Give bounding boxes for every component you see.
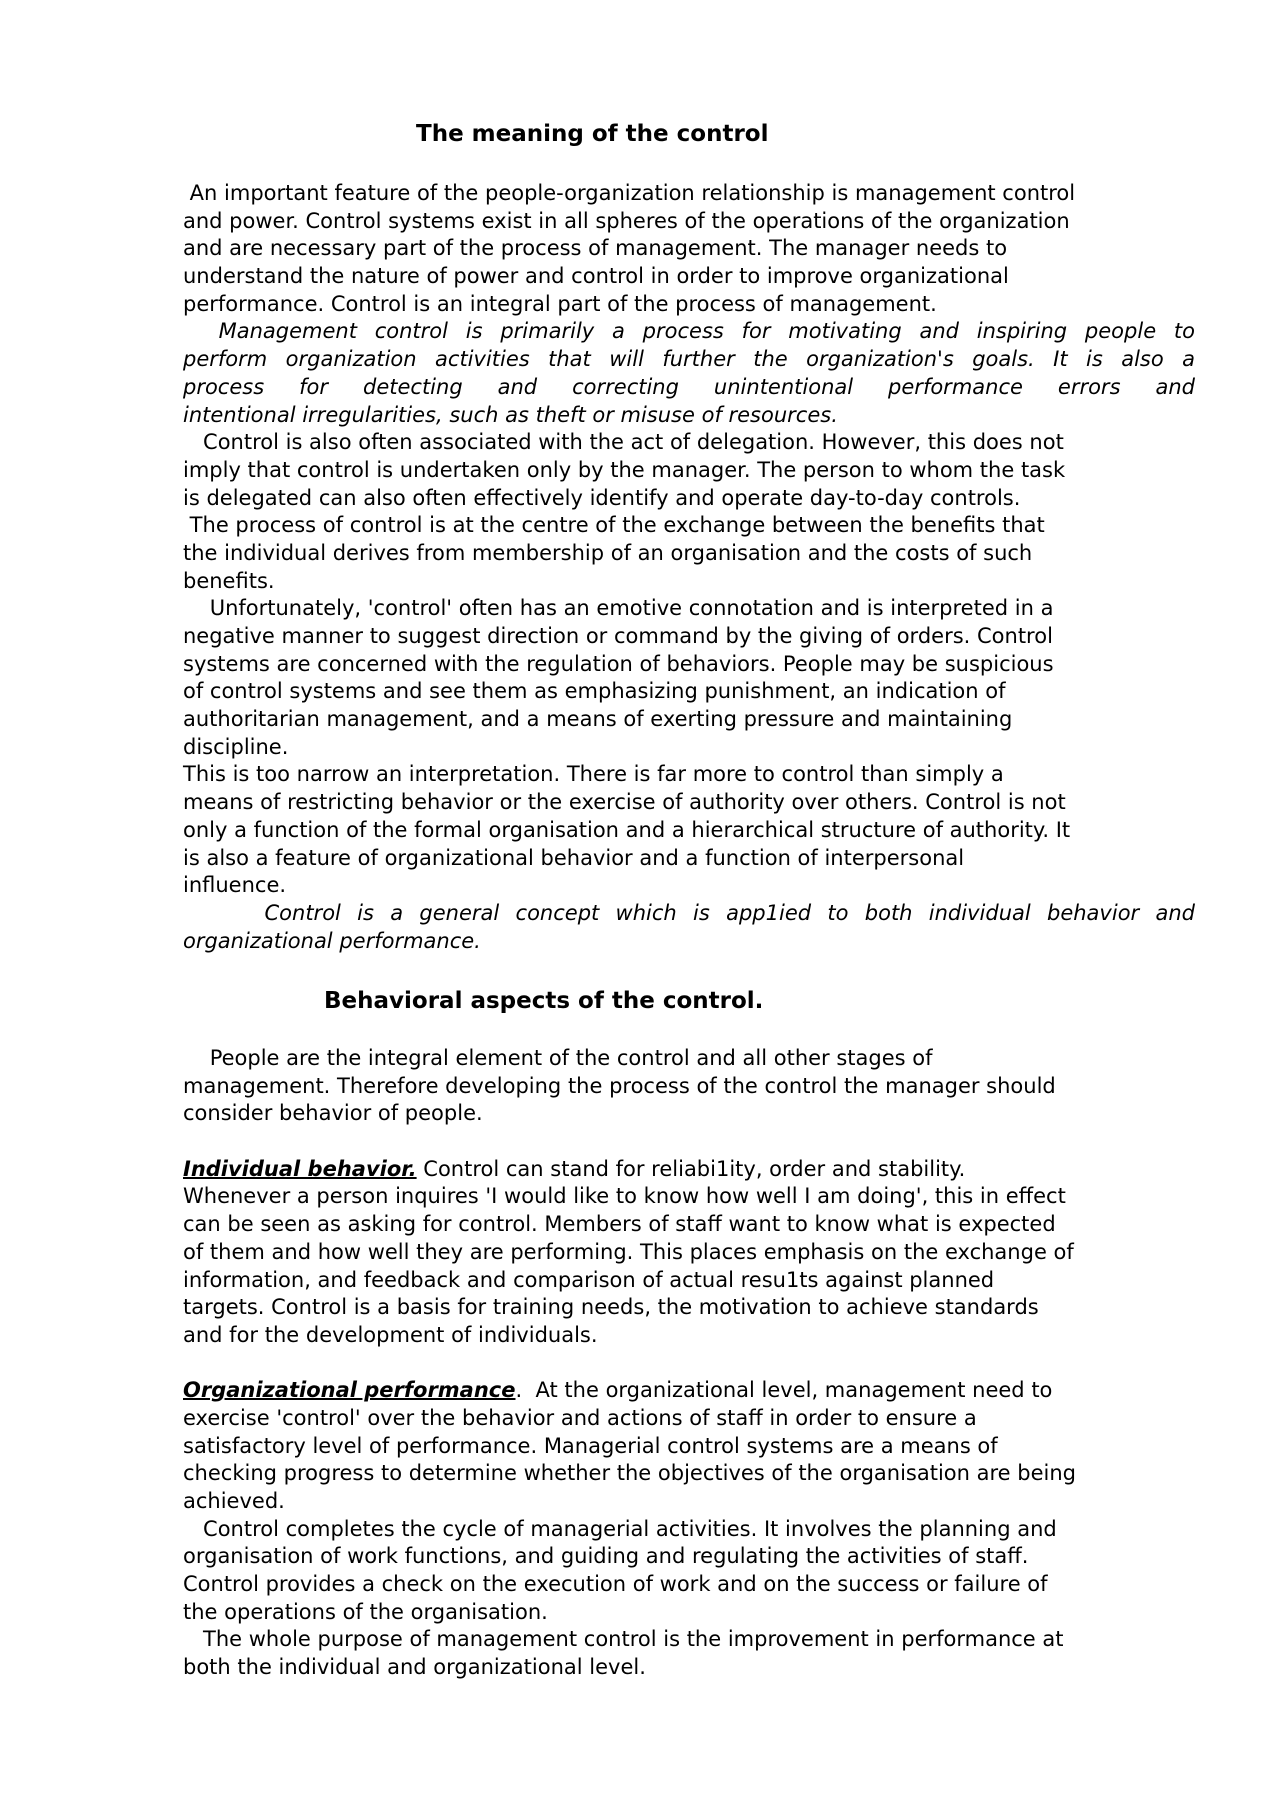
text-line: Management control is primarily a process for motivating and inspiring people to	[183, 319, 1195, 344]
text-run: Control can stand for reliabi1ity, order and stability.	[416, 1156, 966, 1181]
text-line: influence.	[183, 873, 287, 898]
text-line: is also a feature of organizational behavior and a function of interpersonal	[183, 845, 965, 870]
page-title: The meaning of the control	[416, 121, 769, 147]
text-line: organisation of work functions, and guiding and regulating the activities of staff.	[183, 1544, 1029, 1569]
text-line: People are the integral element of the control and all other stages of	[183, 1046, 933, 1070]
text-line: The whole purpose of management control is the improvement in performance at	[183, 1627, 1064, 1652]
text-line: Control completes the cycle of managerial activities. It involves the planning and	[183, 1516, 1057, 1541]
text-line: discipline.	[183, 734, 289, 759]
text-line: and for the development of individuals.	[183, 1322, 598, 1347]
text-line: negative manner to suggest direction or command by the giving of orders. Control	[183, 624, 1053, 648]
text-line: targets. Control is a basis for training needs, the motivation to achieve standards	[183, 1295, 1039, 1320]
text-line	[183, 1377, 1195, 1405]
text-line: organizational performance.	[183, 928, 481, 953]
text-line: systems are concerned with the regulation of behaviors. People may be suspicious	[183, 651, 1054, 676]
text-line: is delegated can also often effectively identify and operate day-to-day controls.	[183, 485, 1021, 510]
text-line: only a function of the formal organisation and a hierarchical structure of authority. It	[183, 817, 1071, 842]
text-line: understand the nature of power and control in order to improve organizational	[183, 264, 1009, 289]
text-line: information, and feedback and comparison of actual resu1ts against planned	[183, 1267, 995, 1292]
text-line: consider behavior of people.	[183, 1101, 483, 1126]
text-line: benefits.	[183, 568, 275, 593]
text-line	[183, 1156, 1195, 1184]
text-line: Control provides a check on the execution of work and on the success or failure of	[183, 1572, 1048, 1597]
text-line: This is too narrow an interpretation. There is far more to control than simply a	[183, 762, 1004, 787]
section-behavioral	[183, 1045, 1195, 1682]
text-line: and are necessary part of the process of management. The manager needs to	[183, 236, 1008, 261]
text-line: authoritarian management, and a means of exerting pressure and maintaining	[183, 707, 1013, 732]
subheading: Organizational performance	[183, 1378, 516, 1403]
text-line: achieved.	[183, 1489, 285, 1513]
text-line: management. Therefore developing the process of the control the manager should	[183, 1073, 1056, 1098]
text-line: satisfactory level of performance. Managerial control systems are a means of	[183, 1433, 998, 1458]
text-line: The process of control is at the centre of the exchange between the benefits that	[183, 513, 1045, 538]
section-meaning	[183, 180, 1195, 955]
text-line: the operations of the organisation.	[183, 1599, 548, 1624]
text-line: exercise 'control' over the behavior and actions of staff in order to ensure a	[183, 1405, 977, 1430]
text-line: both the individual and organizational level.	[183, 1655, 646, 1680]
text-line	[183, 1128, 1195, 1156]
text-line	[183, 1350, 1195, 1378]
text-line: perform organization activities that will further the organization's goals. It is also a	[183, 347, 1195, 372]
text-line: An important feature of the people-organization relationship is management control	[183, 181, 1076, 205]
subheading: Individual behavior.	[183, 1156, 417, 1181]
section-heading-behavioral: Behavioral aspects of the control.	[324, 988, 764, 1014]
text-line: of control systems and see them as emphasizing punishment, an indication of	[183, 679, 1006, 704]
text-line: the individual derives from membership of an organisation and the costs of such	[183, 540, 1033, 565]
text-line: Unfortunately, 'control' often has an emotive connotation and is interpreted in a	[183, 596, 1054, 621]
text-line: checking progress to determine whether the objectives of the organisation are being	[183, 1461, 1076, 1486]
text-line: process for detecting and correcting unintentional performance errors and	[183, 374, 1195, 399]
text-line: Whenever a person inquires 'I would like to know how well I am doing', this in effect	[183, 1184, 1066, 1209]
text-line: and power. Control systems exist in all spheres of the operations of the organization	[183, 208, 1070, 233]
text-line: Control is also often associated with the act of delegation. However, this does not	[183, 430, 1064, 455]
text-line: Control is a general concept which is app1ied to both individual behavior and	[183, 900, 1195, 925]
text-line: means of restricting behavior or the exercise of authority over others. Control is not	[183, 790, 1066, 815]
text-line: can be seen as asking for control. Members of staff want to know what is expected	[183, 1212, 1056, 1237]
text-line: performance. Control is an integral part of the process of management.	[183, 291, 937, 316]
text-run: . At the organizational level, management need to	[515, 1378, 1053, 1403]
text-line: intentional irregularities, such as theft or misuse of resources.	[183, 402, 838, 427]
text-line: imply that control is undertaken only by the manager. The person to whom the task	[183, 457, 1066, 482]
text-line: of them and how well they are performing. This places emphasis on the exchange of	[183, 1239, 1074, 1264]
